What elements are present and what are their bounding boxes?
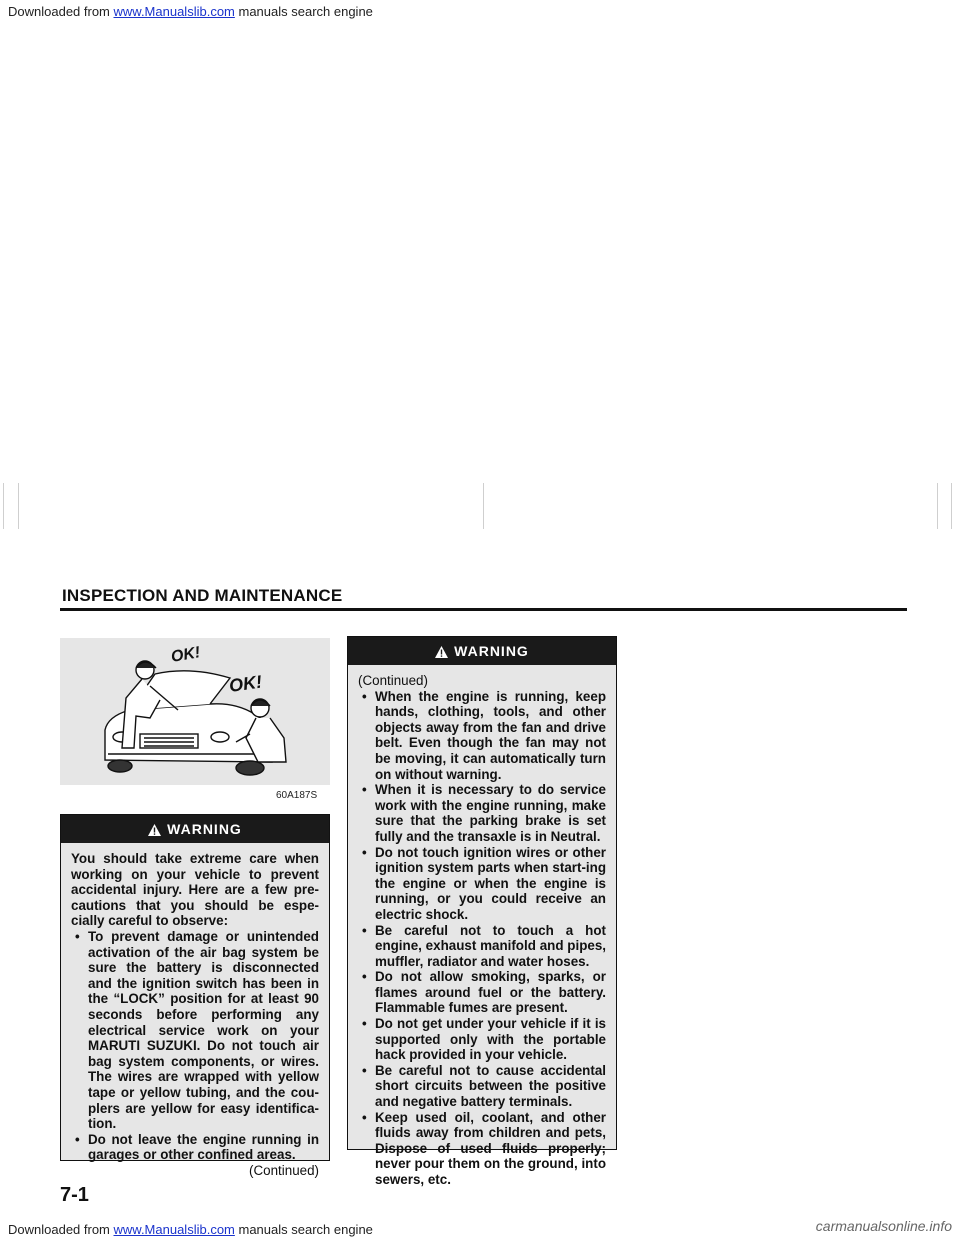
warning-box-2 [347, 636, 617, 1187]
continued-label: (Continued) [358, 673, 428, 688]
crop-mark [3, 483, 4, 529]
manualslib-link-top[interactable]: www.Manualslib.com [113, 4, 235, 19]
watermark: carmanualsonline.info [815, 1218, 952, 1234]
download-note-bottom: Downloaded from www.Manualslib.com manuals search engine [8, 1222, 373, 1237]
warning-header: WARNING [348, 637, 616, 665]
warning-triangle-icon [435, 646, 448, 658]
list-item: • Do not leave the engine running in garages or other confined areas. [71, 1132, 319, 1163]
warning-triangle-icon [148, 824, 161, 836]
warning-intro: You should take extreme care when working on your vehicle to prevent accidental injury. Here are a few pre-cautions that you should be espe-cially careful to observe: [71, 851, 319, 929]
list-item: • Keep used oil, coolant, and other fluids away from children and pets, Dispose of used fluids properly; never pour them on the ground, into sewers, etc. [358, 1110, 606, 1188]
crop-mark [937, 483, 938, 529]
ok-sign-right: OK! [227, 671, 264, 696]
download-note-top: Downloaded from www.Manualslib.com manuals search engine [8, 4, 373, 19]
list-item: • When the engine is running, keep hands, clothing, tools, and other objects away from the fan and drive belt. Even though the fan may not be moving, it can automatically turn on without warning. [358, 689, 606, 783]
manualslib-link-bottom[interactable]: www.Manualslib.com [113, 1222, 235, 1237]
list-item: • When it is necessary to do service work with the engine running, make sure that the parking brake is set fully and the transaxle is in Neutral. [358, 782, 606, 844]
warning-body [348, 665, 616, 1194]
crop-mark [483, 483, 484, 529]
crop-mark [18, 483, 19, 529]
list-item: • Do not touch ignition wires or other ignition system parts when start-ing the engine or when the engine is running, or you could receive an electric shock. [358, 845, 606, 923]
warning-box-1 [60, 814, 330, 1178]
warning-list [358, 689, 606, 1188]
warning-list [71, 929, 319, 1163]
mechanics-illustration [60, 638, 330, 785]
crop-mark [951, 483, 952, 529]
warning-body [61, 843, 329, 1184]
section-rule [60, 608, 907, 611]
list-item: • Be careful not to cause accidental short circuits between the positive and negative battery terminals. [358, 1063, 606, 1110]
list-item: • Be careful not to touch a hot engine, exhaust manifold and pipes, muffler, radiator and water hoses. [358, 923, 606, 970]
warning-header: WARNING [61, 815, 329, 843]
list-item: • To prevent damage or unintended activation of the air bag system be sure the battery is disconnected and the ignition switch has been in the “LOCK” position for at least 90 seconds before performing any electrical service work on your MARUTI SUZUKI. Do not touch air bag system components, or wires. The wires are wrapped with yellow tape or yellow tubing, and the cou-plers are yellow for easy identifica-tion. [71, 929, 319, 1132]
section-title: INSPECTION AND MAINTENANCE [62, 586, 343, 605]
car-service-drawing [60, 638, 330, 785]
continued-label: (Continued) [249, 1162, 319, 1178]
ok-sign-left: OK! [169, 644, 202, 666]
list-item: • Do not allow smoking, sparks, or flames around fuel or the battery. Flammable fumes are present. [358, 969, 606, 1016]
page-number: 7-1 [60, 1184, 89, 1206]
figure-code: 60A187S [276, 790, 318, 801]
list-item: • Do not get under your vehicle if it is supported only with the portable hack provided in your vehicle. [358, 1016, 606, 1063]
